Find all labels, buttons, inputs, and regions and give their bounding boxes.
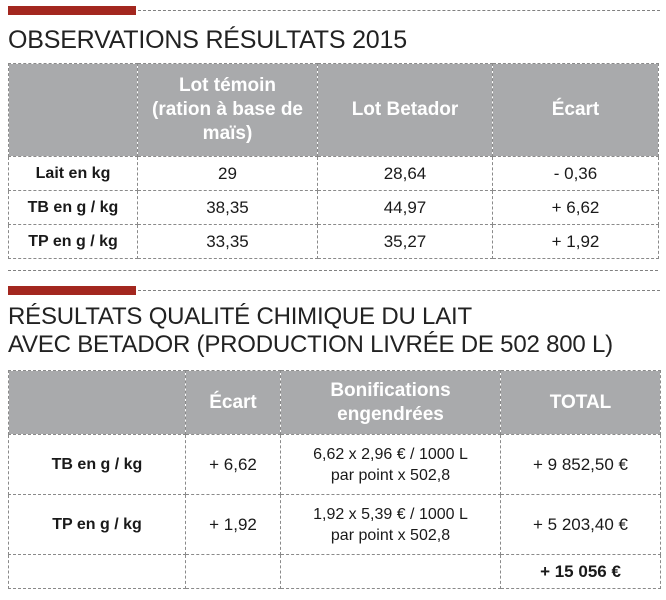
- bonification-formula-line1: 6,62 x 2,96 € / 1000 L: [313, 445, 468, 463]
- section1-title: OBSERVATIONS RÉSULTATS 2015: [8, 26, 407, 54]
- grand-total-empty-cell: [281, 555, 501, 589]
- observations-header-empty: [9, 64, 138, 157]
- table-row: [9, 191, 659, 225]
- section2-title-line1: RÉSULTATS QUALITÉ CHIMIQUE DU LAIT: [8, 303, 472, 330]
- cell-ecart: + 6,62: [186, 435, 281, 495]
- quality-header-empty: [9, 371, 186, 435]
- bonification-formula-line2: par point x 502,8: [330, 526, 451, 544]
- grand-total-empty-cell: [186, 555, 281, 589]
- quality-header-bonifications: Bonifications engendrées: [281, 371, 501, 435]
- observations-table: [8, 63, 659, 259]
- section2-dash-line: [138, 290, 660, 291]
- section-divider-line: [8, 270, 658, 271]
- observations-header-betador: Lot Betador: [318, 64, 493, 157]
- table-row: [9, 435, 661, 495]
- cell-betador: 44,97: [318, 191, 493, 225]
- table-row: [9, 157, 659, 191]
- cell-temoin: 38,35: [138, 191, 318, 225]
- quality-results-table: [8, 370, 661, 589]
- cell-betador: 35,27: [318, 225, 493, 259]
- observations-header-temoin: Lot témoin (ration à base de maïs): [138, 64, 318, 157]
- section1-accent-bar: [8, 6, 136, 15]
- section2-accent-bar: [8, 286, 136, 295]
- quality-header-total: TOTAL: [501, 371, 661, 435]
- bonification-formula-line2: par point x 502,8: [330, 466, 451, 484]
- cell-ecart: + 1,92: [186, 495, 281, 555]
- cell-total: + 5 203,40 €: [501, 495, 661, 555]
- cell-bonifications: [281, 495, 501, 555]
- cell-betador: 28,64: [318, 157, 493, 191]
- row-label: TB en g / kg: [9, 435, 186, 495]
- cell-bonifications: [281, 435, 501, 495]
- cell-temoin: 33,35: [138, 225, 318, 259]
- cell-total: + 9 852,50 €: [501, 435, 661, 495]
- quality-header-row: [9, 371, 661, 435]
- row-label: Lait en kg: [9, 157, 138, 191]
- cell-ecart: - 0,36: [493, 157, 659, 191]
- section2-title-line2: AVEC BETADOR (PRODUCTION LIVRÉE DE 502 800 L): [8, 331, 613, 358]
- bonification-formula-line1: 1,92 x 5,39 € / 1000 L: [313, 505, 468, 523]
- grand-total-row: [9, 555, 661, 589]
- quality-header-ecart: Écart: [186, 371, 281, 435]
- table-row: [9, 495, 661, 555]
- observations-header-row: [9, 64, 659, 157]
- observations-header-ecart: Écart: [493, 64, 659, 157]
- row-label: TP en g / kg: [9, 495, 186, 555]
- section1-dash-line: [138, 10, 660, 11]
- row-label: TP en g / kg: [9, 225, 138, 259]
- table-row: [9, 225, 659, 259]
- cell-ecart: + 1,92: [493, 225, 659, 259]
- cell-temoin: 29: [138, 157, 318, 191]
- grand-total-value: + 15 056 €: [501, 555, 661, 589]
- row-label: TB en g / kg: [9, 191, 138, 225]
- cell-ecart: + 6,62: [493, 191, 659, 225]
- grand-total-empty-cell: [9, 555, 186, 589]
